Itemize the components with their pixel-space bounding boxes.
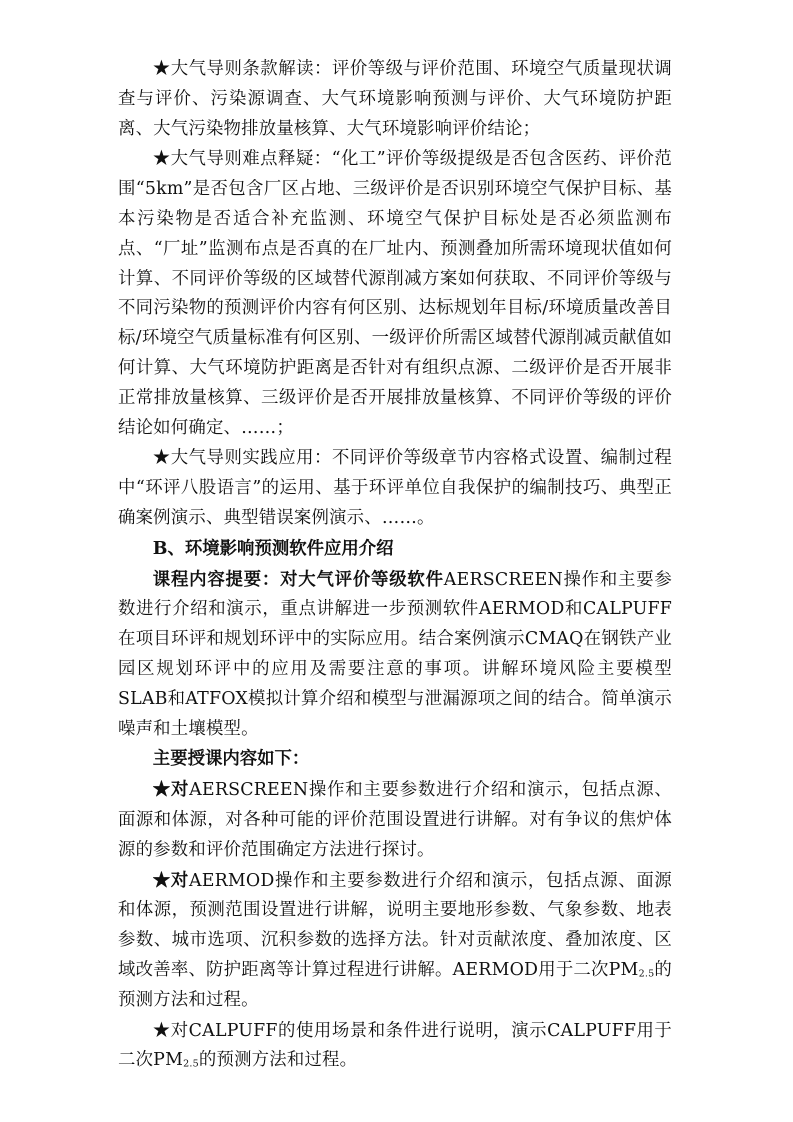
paragraph-guideline-practice: ★大气导则实践应用：不同评价等级章节内容格式设置、编制过程中“环评八股语言”的运用、基于环评单位自我保护的编制技巧、典型正确案例演示、典型错误案例演示、……。 [118,448,672,528]
summary-lead: 课程内容提要：对大气评价等级软件 [152,569,444,590]
item1-text: AERSCREEN操作和主要参数进行介绍和演示，包括点源、面源和体源，对各种可能的评价范围设置进行讲解。对有争议的焦炉体源的参数和评价范围确定方法进行探讨。 [118,780,672,860]
item-aermod [118,867,672,1016]
item3-subscript: 2.5 [183,1058,199,1070]
item-calpuff [118,1017,672,1077]
section-b-summary [118,566,672,745]
item-aerscreen [118,776,672,865]
section-b-heading: B、环境影响预测软件应用介绍 [152,538,394,559]
item2-text: AERMOD操作和主要参数进行介绍和演示，包括点源、面源和体源，预测范围设置进行讲解，说明主要地形参数、气象参数、地表参数、城市选项、沉积参数的选择方法。针对贡献浓度、叠加浓度、区域改善率、防护距离等计算过程进行讲解。AERMOD用于二次PM [118,870,672,980]
item2-lead: ★对 [152,870,189,891]
summary-text: AERSCREEN操作和主要参数进行介绍和演示，重点讲解进一步预测软件AERMOD和CALPUFF在项目环评和规划环评中的实际应用。结合案例演示CMAQ在钢铁产业园区规划环评中的应用及需要注意的事项。讲解环境风险主要模型SLAB和ATFOX模拟计算介绍和模型与泄漏源项之间的结合。简单演示噪声和土壤模型。 [118,569,672,739]
item2-subscript: 2.5 [638,968,655,980]
item2-tail: 的预测方法和过程。 [118,959,672,1010]
item1-lead: ★对 [152,780,190,801]
paragraph-guideline-difficulties: ★大气导则难点释疑：“化工”评价等级提级是否包含医药、评价范围“5km”是否包含厂区占地、三级评价是否识别环境空气保护目标、基本污染物是否适合补充监测、环境空气保护目标处是否必须监测布点、“厂址”监测布点是否真的在厂址内、预测叠加所需环境现状值如何计算、不同评价等级的区域替代源削减方案如何获取、不同评价等级与不同污染物的预测评价内容有何区别、达标规划年目标/环境质量改善目标/环境空气质量标准有何区别、一级评价所需区域替代源削减贡献值如何计算、大气环境防护距离是否针对有组织点源、二级评价是否开展非正常排放量核算、三级评价是否开展排放量核算、不同评价等级的评价结论如何确定、……； [118,149,672,438]
paragraph-guideline-interpretation: ★大气导则条款解读：评价等级与评价范围、环境空气质量现状调查与评价、污染源调查、大气环境影响预测与评价、大气环境防护距离、大气污染物排放量核算、大气环境影响评价结论； [118,59,672,139]
item3-tail: 的预测方法和过程。 [198,1050,358,1071]
item3-text: ★对CALPUFF的使用场景和条件进行说明，演示CALPUFF用于二次PM [118,1020,672,1071]
main-content-heading: 主要授课内容如下： [152,749,310,770]
